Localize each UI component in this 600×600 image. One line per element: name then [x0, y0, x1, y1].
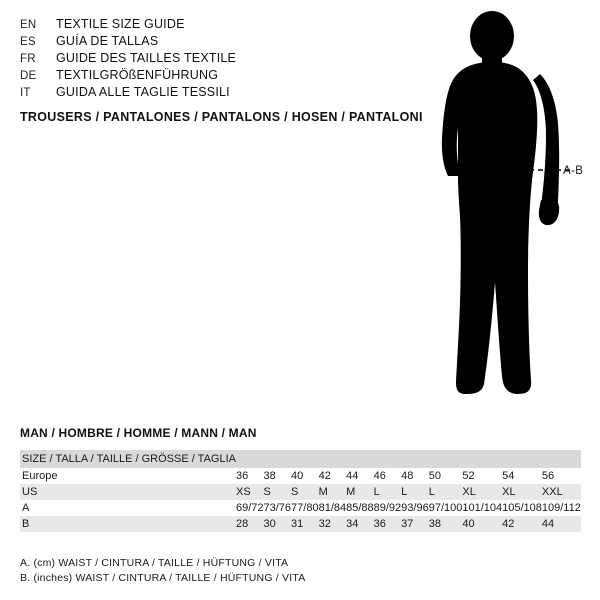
cell — [429, 450, 463, 468]
cell: 48 — [401, 470, 414, 482]
row-label: US — [20, 484, 236, 500]
cell: 56 — [541, 470, 555, 482]
cell: 36 — [374, 516, 402, 532]
cell: 31 — [291, 516, 319, 532]
cell: XS — [236, 484, 264, 500]
cell: 97/100 — [428, 502, 463, 514]
cell: XXL — [542, 484, 581, 500]
table-row — [20, 516, 581, 532]
language-row — [20, 84, 350, 101]
cell: 38 — [429, 516, 463, 532]
footnotes — [20, 556, 305, 586]
cell: L — [429, 484, 463, 500]
language-row — [20, 50, 350, 67]
cell: 38 — [263, 470, 276, 482]
cell: 54 — [502, 470, 515, 482]
row-label: Europe — [22, 470, 58, 482]
cell: 34 — [346, 516, 374, 532]
language-title: TEXTILGRÖßENFÜHRUNG — [56, 68, 219, 82]
cell: S — [264, 484, 292, 500]
cell: 36 — [235, 470, 249, 482]
table-row — [20, 484, 581, 500]
standing-man-silhouette-icon — [400, 10, 590, 410]
cell — [346, 450, 374, 468]
row-label: B — [20, 516, 236, 532]
figure-illustration — [400, 10, 590, 410]
table-row — [20, 500, 581, 516]
cell — [401, 450, 429, 468]
cell: 81/84 — [318, 502, 347, 514]
cell: 77/80 — [291, 502, 319, 514]
cell: 46 — [373, 470, 386, 482]
cell: 40 — [291, 470, 304, 482]
language-title: TEXTILE SIZE GUIDE — [56, 17, 185, 31]
cell: 85/88 — [346, 502, 374, 514]
cell: M — [346, 484, 374, 500]
language-title: GUÍA DE TALLAS — [56, 34, 159, 48]
cell: 93/96 — [401, 502, 429, 514]
language-row — [20, 67, 350, 84]
cell — [319, 450, 347, 468]
cell: 52 — [462, 470, 475, 482]
language-row — [20, 33, 350, 50]
section-title: TROUSERS / PANTALONES / PANTALONS / HOSEN / PANTALONI — [20, 110, 423, 124]
measure-label-ab: A-B — [563, 165, 584, 177]
cell: 101/104 — [462, 502, 503, 514]
cell: 105/108 — [502, 502, 542, 514]
cell — [291, 450, 319, 468]
cell: 37 — [401, 516, 429, 532]
cell: 42 — [318, 470, 331, 482]
cell: L — [374, 484, 402, 500]
cell: 89/92 — [373, 502, 402, 514]
table-row — [20, 450, 581, 468]
cell — [264, 450, 292, 468]
footnote-b: B. (inches) WAIST / CINTURA / TAILLE / HÜFTUNG / VITA — [20, 572, 306, 584]
cell: 30 — [264, 516, 292, 532]
language-title: GUIDA ALLE TAGLIE TESSILI — [56, 85, 230, 99]
cell — [502, 450, 542, 468]
cell: 42 — [502, 516, 542, 532]
cell: 73/76 — [263, 502, 292, 514]
language-title: GUIDE DES TAILLES TEXTILE — [56, 51, 237, 65]
cell: 32 — [319, 516, 347, 532]
cell — [236, 450, 264, 468]
table-row — [20, 468, 581, 484]
cell: M — [319, 484, 347, 500]
cell: 69/72 — [235, 502, 264, 514]
language-code: DE — [20, 70, 37, 82]
cell: 50 — [428, 470, 441, 482]
cell — [374, 450, 402, 468]
row-label: A — [22, 502, 30, 514]
footnote-a: A. (cm) WAIST / CINTURA / TAILLE / HÜFTUNG / VITA — [20, 557, 289, 569]
cell: 109/112 — [541, 502, 581, 514]
cell — [542, 450, 581, 468]
cell: 40 — [462, 516, 502, 532]
cell: S — [291, 484, 319, 500]
cell — [462, 450, 502, 468]
size-table — [20, 450, 581, 532]
language-code: ES — [20, 36, 36, 48]
cell: XL — [462, 484, 502, 500]
cell: 44 — [346, 470, 359, 482]
language-code: FR — [20, 53, 36, 65]
language-code: EN — [20, 19, 37, 31]
language-row — [20, 16, 350, 33]
cell: XL — [502, 484, 542, 500]
table-caption: MAN / HOMBRE / HOMME / MANN / MAN — [20, 426, 257, 440]
language-title-block — [20, 16, 350, 101]
cell: 28 — [236, 516, 264, 532]
cell: L — [401, 484, 429, 500]
cell: 44 — [542, 516, 581, 532]
language-code: IT — [20, 87, 31, 99]
row-label: SIZE / TALLA / TAILLE / GRÖSSE / TAGLIA — [20, 450, 236, 468]
